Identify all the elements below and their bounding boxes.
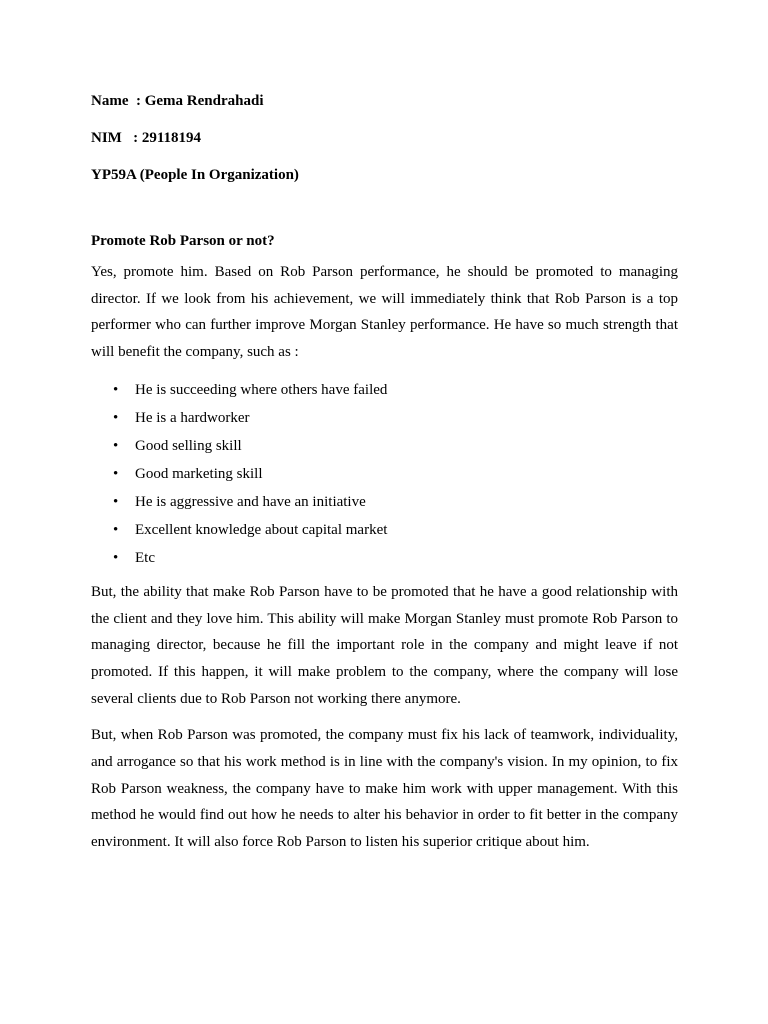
bullet-icon: • — [113, 381, 119, 398]
list-item — [91, 516, 678, 544]
bullet-icon: • — [113, 549, 119, 566]
list-item-text: Good marketing skill — [135, 465, 263, 482]
list-item — [91, 432, 678, 460]
bullet-icon: • — [113, 521, 119, 538]
document-page — [91, 91, 678, 856]
student-nim — [91, 128, 678, 148]
bullet-icon: • — [113, 409, 119, 426]
list-item-text: Excellent knowledge about capital market — [135, 521, 388, 538]
paragraph-relationship: But, the ability that make Rob Parson have to be promoted that he have a good relationship with the client and they love him. This ability will make Morgan Stanley must promote Rob Parson to managing director, because he fill the important role in the company and might leave if not promoted. If this happen, it will make problem to the company, where the company will lose several clients due to Rob Parson not working there anymore. — [91, 583, 678, 707]
list-item — [91, 488, 678, 516]
student-name-text: Name : Gema Rendrahadi — [91, 93, 264, 109]
list-item — [91, 544, 678, 572]
student-nim-text: NIM : 29118194 — [91, 130, 201, 146]
bullet-icon: • — [113, 493, 119, 510]
list-item — [91, 376, 678, 404]
bullet-icon: • — [113, 465, 119, 482]
paragraph-weakness: But, when Rob Parson was promoted, the company must fix his lack of teamwork, individuality, and arrogance so that his work method is in line with the company's vision. In my opinion, to fix Rob Parson weakness, the company have to make him work with upper management. With this method he would find out how he needs to alter his behavior in order to fit better in the company environment. It will also force Rob Parson to listen his superior critique about him. — [91, 727, 678, 851]
course-title: YP59A (People In Organization) — [91, 167, 299, 183]
list-item-text: He is succeeding where others have failed — [135, 381, 388, 398]
list-item-text: Etc — [135, 549, 155, 566]
bullet-icon: • — [113, 437, 119, 454]
list-item-text: Good selling skill — [135, 437, 242, 454]
student-name — [91, 91, 678, 111]
list-item — [91, 460, 678, 488]
strengths-list — [91, 376, 678, 572]
list-item-text: He is a hardworker — [135, 409, 250, 426]
list-item — [91, 404, 678, 432]
section-heading: Promote Rob Parson or not? — [91, 233, 275, 249]
list-item-text: He is aggressive and have an initiative — [135, 493, 366, 510]
paragraph-intro: Yes, promote him. Based on Rob Parson performance, he should be promoted to managing director. If we look from his achievement, we will immediately think that Rob Parson is a top performer who can further improve Morgan Stanley performance. He have so much strength that will benefit the company, such as : — [91, 264, 678, 361]
